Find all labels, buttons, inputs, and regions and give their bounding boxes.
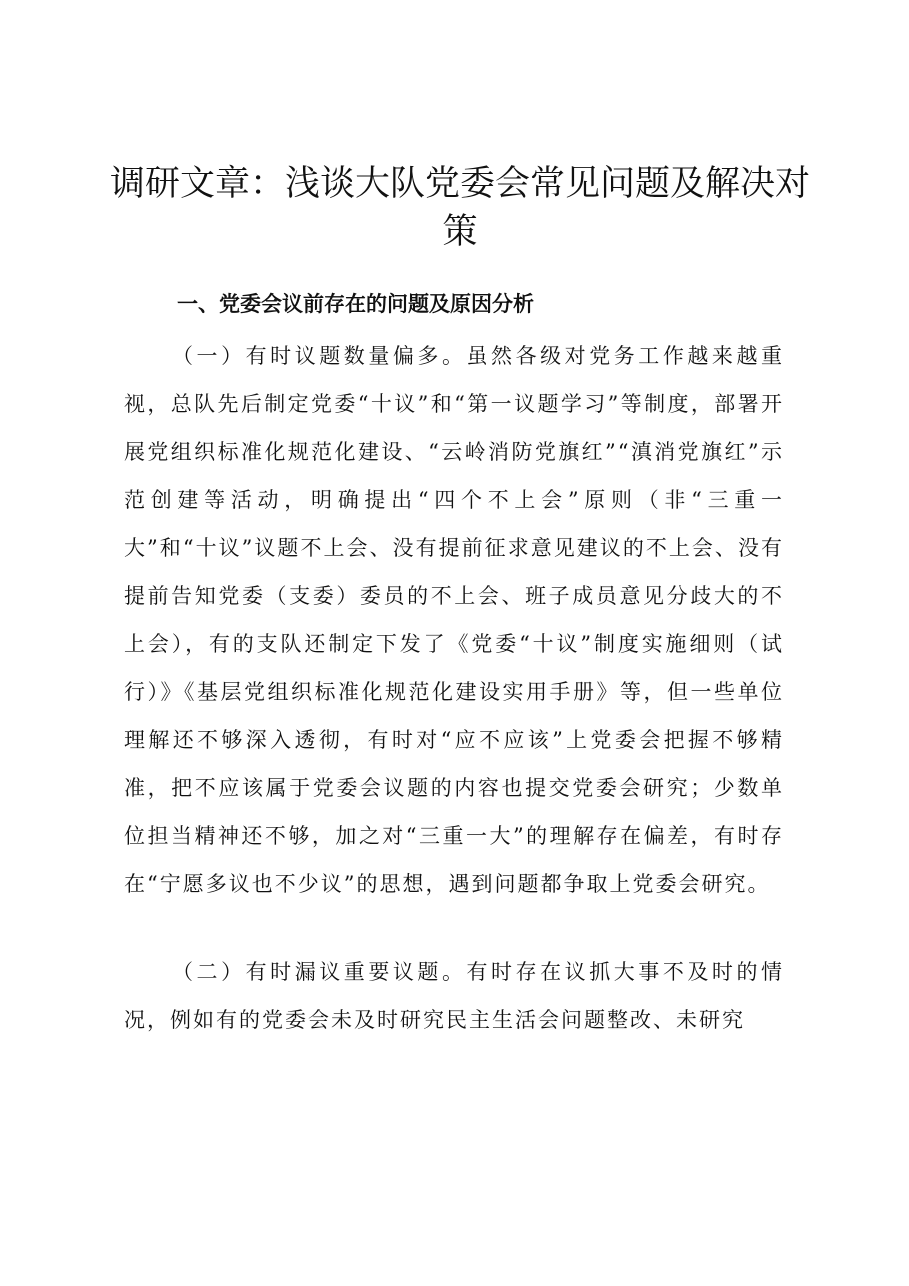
section-heading: 一、党委会议前存在的问题及原因分析 [177, 292, 534, 316]
body-paragraph: （二）有时漏议重要议题。有时存在议抓大事不及时的情况，例如有的党委会未及时研究民主生活会问题整改、未研究 [124, 960, 784, 1032]
document-title: 调研文章：浅谈大队党委会常见问题及解决对策 [110, 164, 811, 252]
body-paragraph: （一）有时议题数量偏多。虽然各级对党务工作越来越重视，总队先后制定党委“十议”和“第一议题学习”等制度，部署开展党组织标准化规范化建设、“云岭消防党旗红”“滇消党旗红”示范创建等活动，明确提出“四个不上会”原则（非“三重一大”和“十议”议题不上会、没有提前征求意见建议的不上会、没有提前告知党委（支委）委员的不上会、班子成员意见分歧大的不上会），有的支队还制定下发了《党委“十议”制度实施细则（试行）》《基层党组织标准化规范化建设实用手册》等，但一些单位理解还不够深入透彻，有时对“应不应该”上党委会把握不够精准，把不应该属于党委会议题的内容也提交党委会研究；少数单位担当精神还不够，加之对“三重一大”的理解存在偏差，有时存在“宁愿多议也不少议”的思想，遇到问题都争取上党委会研究。 [124, 344, 784, 896]
